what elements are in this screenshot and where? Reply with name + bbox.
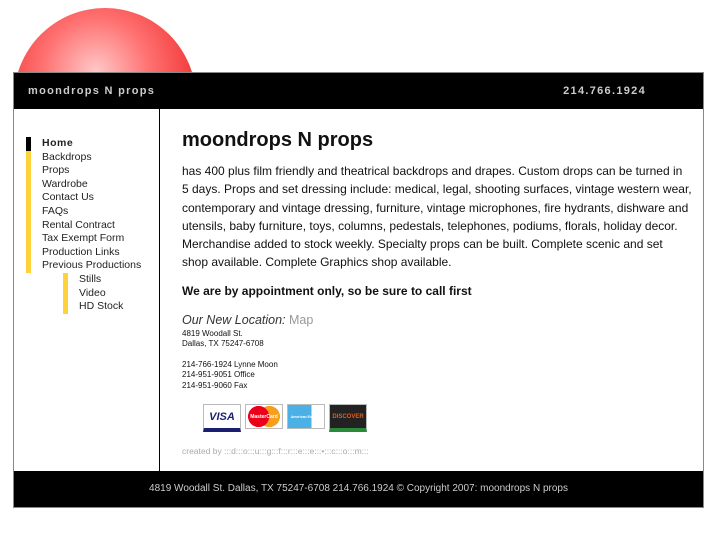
- sidebar: [14, 109, 160, 471]
- nav-contact-us[interactable]: Contact Us: [26, 191, 141, 205]
- nav-tax-exempt-form[interactable]: Tax Exempt Form: [26, 232, 141, 246]
- nav-home[interactable]: Home: [26, 137, 141, 151]
- nav-production-links[interactable]: Production Links: [26, 246, 141, 260]
- nav-previous-productions[interactable]: Previous Productions: [26, 259, 141, 273]
- address-line: Dallas, TX 75247-6708: [182, 339, 264, 349]
- nav-hd-stock[interactable]: HD Stock: [63, 300, 141, 314]
- mastercard-icon: MasterCard: [245, 404, 283, 429]
- nav-props[interactable]: Props: [26, 164, 141, 178]
- page-container: [13, 72, 704, 508]
- discover-card-icon: DISCOVER: [329, 404, 367, 432]
- page-title: moondrops N props: [182, 129, 374, 151]
- nav-video[interactable]: Video: [63, 287, 141, 301]
- amex-card-icon: American Express: [287, 404, 325, 429]
- footer: 4819 Woodall St. Dallas, TX 75247-6708 214.766.1924 © Copyright 2007: moondrops N props: [14, 471, 703, 507]
- phone-line: 214-766-1924 Lynne Moon: [182, 359, 278, 369]
- header-phone: 214.766.1924: [563, 85, 646, 97]
- nav-rental-contract[interactable]: Rental Contract: [26, 219, 141, 233]
- appointment-notice: We are by appointment only, so be sure to call first: [182, 283, 472, 298]
- visa-card-icon: VISA: [203, 404, 241, 432]
- phone-line: 214-951-9051 Office: [182, 370, 255, 380]
- credit-link[interactable]: created by :::d:::o:::u:::g:::f:::r:::e:::e:::•:::c:::o:::m:::: [182, 446, 369, 457]
- address-line: 4819 Woodall St.: [182, 328, 243, 338]
- phone-line: 214-951-9060 Fax: [182, 380, 248, 390]
- map-link[interactable]: Map: [289, 312, 314, 327]
- site-name: moondrops N props: [28, 85, 156, 97]
- nav-backdrops[interactable]: Backdrops: [26, 151, 141, 165]
- main-content: [182, 109, 692, 456]
- nav-wardrobe[interactable]: Wardrobe: [26, 178, 141, 192]
- nav-faqs[interactable]: FAQs: [26, 205, 141, 219]
- nav-menu: [26, 137, 141, 314]
- location-label: Our New Location:: [182, 312, 286, 327]
- header-bar: [14, 73, 703, 109]
- payment-cards: [203, 404, 692, 432]
- nav-stills[interactable]: Stills: [63, 273, 141, 287]
- description: has 400 plus film friendly and theatrical backdrops and drapes. Custom drops can be turned in 5 days. Props and set dressing include: medical, legal, shooting surfaces, vintage western wear, contemporary and vintage dressing, furniture, vintage microphones, fire hydrants, dishware and utensils, baby furniture, toys, columns, pedestals, telephones, podiums, florals, holiday decor. Merchandise added to stock weekly. Specialty props can be built. Complete scenic and set shop available. Complete Graphics shop available.: [182, 164, 692, 270]
